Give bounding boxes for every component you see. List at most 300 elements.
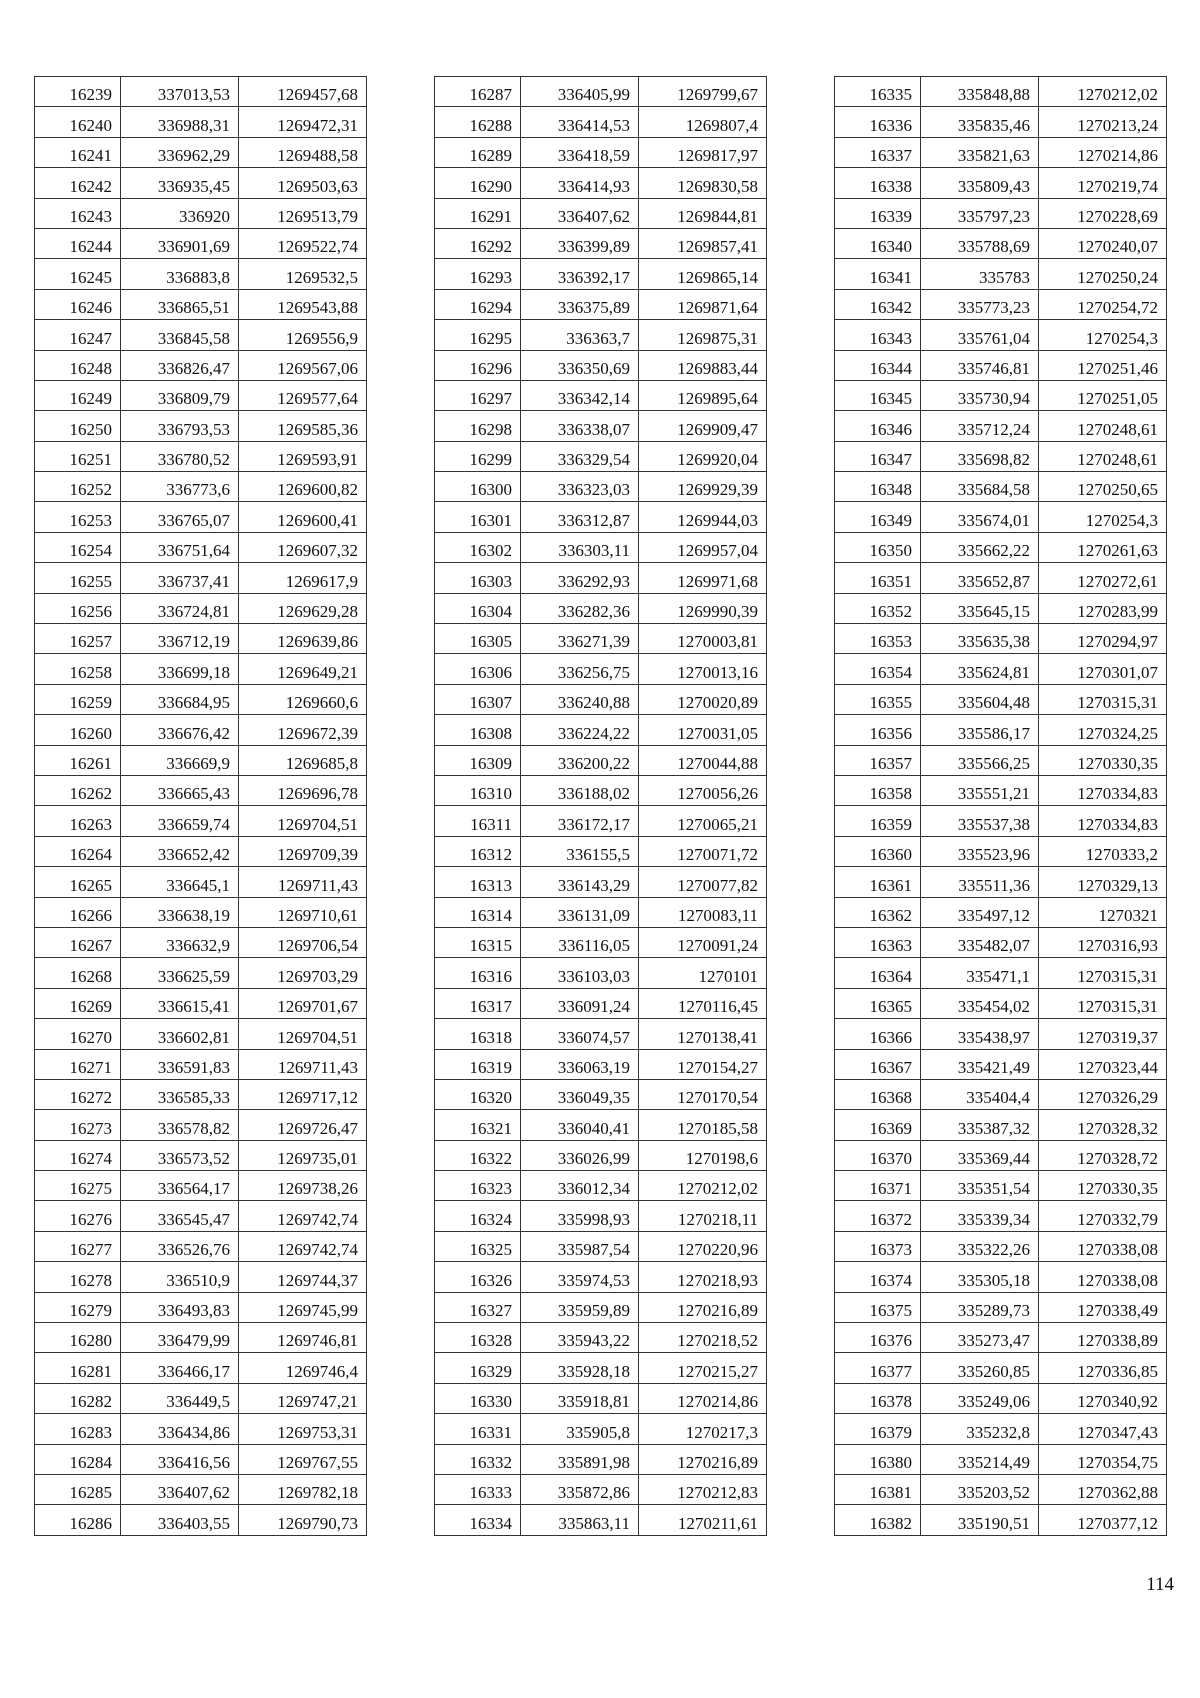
table-row <box>435 958 767 988</box>
x-coordinate-cell: 336712,19 <box>121 624 239 654</box>
y-coordinate-cell: 1270315,31 <box>1039 684 1167 714</box>
y-coordinate-cell: 1269929,39 <box>639 472 767 502</box>
table-row <box>835 1140 1167 1170</box>
x-coordinate-cell: 335305,18 <box>921 1262 1039 1292</box>
x-coordinate-cell: 335497,12 <box>921 897 1039 927</box>
point-id-cell: 16271 <box>35 1049 121 1079</box>
table-row <box>435 1353 767 1383</box>
point-id-cell: 16267 <box>35 927 121 957</box>
point-id-cell: 16269 <box>35 988 121 1018</box>
y-coordinate-cell: 1270211,61 <box>639 1505 767 1535</box>
x-coordinate-cell: 335652,87 <box>921 563 1039 593</box>
table-row <box>435 563 767 593</box>
y-coordinate-cell: 1269738,26 <box>239 1171 367 1201</box>
table-row <box>835 593 1167 623</box>
point-id-cell: 16243 <box>35 198 121 228</box>
coordinate-table <box>434 76 767 1536</box>
x-coordinate-cell: 337013,53 <box>121 77 239 107</box>
x-coordinate-cell: 336751,64 <box>121 532 239 562</box>
x-coordinate-cell: 336585,33 <box>121 1079 239 1109</box>
table-row <box>435 77 767 107</box>
table-row <box>35 1171 367 1201</box>
point-id-cell: 16310 <box>435 775 521 805</box>
y-coordinate-cell: 1269585,36 <box>239 411 367 441</box>
table-row <box>35 137 367 167</box>
point-id-cell: 16322 <box>435 1140 521 1170</box>
x-coordinate-cell: 336312,87 <box>521 502 639 532</box>
x-coordinate-cell: 335674,01 <box>921 502 1039 532</box>
point-id-cell: 16282 <box>35 1383 121 1413</box>
point-id-cell: 16263 <box>35 806 121 836</box>
y-coordinate-cell: 1270044,88 <box>639 745 767 775</box>
point-id-cell: 16309 <box>435 745 521 775</box>
table-row <box>35 1444 367 1474</box>
x-coordinate-cell: 336407,62 <box>521 198 639 228</box>
y-coordinate-cell: 1269957,04 <box>639 532 767 562</box>
table-row <box>835 1231 1167 1261</box>
y-coordinate-cell: 1270362,88 <box>1039 1474 1167 1504</box>
point-id-cell: 16358 <box>835 775 921 805</box>
point-id-cell: 16285 <box>35 1474 121 1504</box>
y-coordinate-cell: 1270254,72 <box>1039 289 1167 319</box>
table-row <box>35 593 367 623</box>
point-id-cell: 16302 <box>435 532 521 562</box>
x-coordinate-cell: 335369,44 <box>921 1140 1039 1170</box>
table-row <box>435 320 767 350</box>
table-row <box>835 775 1167 805</box>
point-id-cell: 16354 <box>835 654 921 684</box>
point-id-cell: 16313 <box>435 867 521 897</box>
point-id-cell: 16240 <box>35 107 121 137</box>
table-row <box>435 593 767 623</box>
y-coordinate-cell: 1270326,29 <box>1039 1079 1167 1109</box>
y-coordinate-cell: 1269577,64 <box>239 380 367 410</box>
point-id-cell: 16320 <box>435 1079 521 1109</box>
point-id-cell: 16326 <box>435 1262 521 1292</box>
y-coordinate-cell: 1270212,02 <box>639 1171 767 1201</box>
x-coordinate-cell: 336449,5 <box>121 1383 239 1413</box>
x-coordinate-cell: 336116,05 <box>521 927 639 957</box>
point-id-cell: 16341 <box>835 259 921 289</box>
point-id-cell: 16268 <box>35 958 121 988</box>
y-coordinate-cell: 1270336,85 <box>1039 1353 1167 1383</box>
x-coordinate-cell: 335586,17 <box>921 715 1039 745</box>
x-coordinate-cell: 335928,18 <box>521 1353 639 1383</box>
point-id-cell: 16276 <box>35 1201 121 1231</box>
table-row <box>35 563 367 593</box>
y-coordinate-cell: 1270330,35 <box>1039 1171 1167 1201</box>
y-coordinate-cell: 1270091,24 <box>639 927 767 957</box>
point-id-cell: 16337 <box>835 137 921 167</box>
y-coordinate-cell: 1269799,67 <box>639 77 767 107</box>
y-coordinate-cell: 1270031,05 <box>639 715 767 745</box>
point-id-cell: 16350 <box>835 532 921 562</box>
table-row <box>835 380 1167 410</box>
x-coordinate-cell: 335339,34 <box>921 1201 1039 1231</box>
table-row <box>835 927 1167 957</box>
point-id-cell: 16298 <box>435 411 521 441</box>
table-row <box>35 289 367 319</box>
point-id-cell: 16363 <box>835 927 921 957</box>
y-coordinate-cell: 1269747,21 <box>239 1383 367 1413</box>
point-id-cell: 16244 <box>35 228 121 258</box>
x-coordinate-cell: 336342,14 <box>521 380 639 410</box>
x-coordinate-cell: 336466,17 <box>121 1353 239 1383</box>
y-coordinate-cell: 1269817,97 <box>639 137 767 167</box>
y-coordinate-cell: 1270321 <box>1039 897 1167 927</box>
y-coordinate-cell: 1270065,21 <box>639 806 767 836</box>
x-coordinate-cell: 336591,83 <box>121 1049 239 1079</box>
y-coordinate-cell: 1269753,31 <box>239 1414 367 1444</box>
point-id-cell: 16266 <box>35 897 121 927</box>
point-id-cell: 16259 <box>35 684 121 714</box>
table-row <box>835 1201 1167 1231</box>
x-coordinate-cell: 336883,8 <box>121 259 239 289</box>
table-row <box>835 1505 1167 1535</box>
table-row <box>835 715 1167 745</box>
y-coordinate-cell: 1269909,47 <box>639 411 767 441</box>
x-coordinate-cell: 336773,6 <box>121 472 239 502</box>
table-row <box>835 1110 1167 1140</box>
table-row <box>35 1140 367 1170</box>
x-coordinate-cell: 336375,89 <box>521 289 639 319</box>
y-coordinate-cell: 1269696,78 <box>239 775 367 805</box>
y-coordinate-cell: 1270219,74 <box>1039 168 1167 198</box>
coordinate-table-2 <box>434 76 767 1536</box>
table-row <box>35 1292 367 1322</box>
y-coordinate-cell: 1269990,39 <box>639 593 767 623</box>
x-coordinate-cell: 335835,46 <box>921 107 1039 137</box>
table-row <box>435 775 767 805</box>
y-coordinate-cell: 1269660,6 <box>239 684 367 714</box>
y-coordinate-cell: 1269971,68 <box>639 563 767 593</box>
x-coordinate-cell: 336188,02 <box>521 775 639 805</box>
point-id-cell: 16343 <box>835 320 921 350</box>
y-coordinate-cell: 1270301,07 <box>1039 654 1167 684</box>
table-row <box>835 563 1167 593</box>
y-coordinate-cell: 1269629,28 <box>239 593 367 623</box>
table-row <box>435 1292 767 1322</box>
table-row <box>435 1505 767 1535</box>
table-row <box>435 441 767 471</box>
table-row <box>435 927 767 957</box>
point-id-cell: 16265 <box>35 867 121 897</box>
table-row <box>435 836 767 866</box>
x-coordinate-cell: 336063,19 <box>521 1049 639 1079</box>
table-row <box>435 1079 767 1109</box>
x-coordinate-cell: 335249,06 <box>921 1383 1039 1413</box>
point-id-cell: 16356 <box>835 715 921 745</box>
table-row <box>35 806 367 836</box>
point-id-cell: 16352 <box>835 593 921 623</box>
point-id-cell: 16252 <box>35 472 121 502</box>
point-id-cell: 16300 <box>435 472 521 502</box>
x-coordinate-cell: 335635,38 <box>921 624 1039 654</box>
y-coordinate-cell: 1269944,03 <box>639 502 767 532</box>
x-coordinate-cell: 336434,86 <box>121 1414 239 1444</box>
point-id-cell: 16307 <box>435 684 521 714</box>
table-row <box>435 1049 767 1079</box>
point-id-cell: 16360 <box>835 836 921 866</box>
y-coordinate-cell: 1270071,72 <box>639 836 767 866</box>
table-row <box>835 1262 1167 1292</box>
y-coordinate-cell: 1269871,64 <box>639 289 767 319</box>
y-coordinate-cell: 1270185,58 <box>639 1110 767 1140</box>
x-coordinate-cell: 335351,54 <box>921 1171 1039 1201</box>
table-row <box>835 198 1167 228</box>
x-coordinate-cell: 335604,48 <box>921 684 1039 714</box>
point-id-cell: 16257 <box>35 624 121 654</box>
y-coordinate-cell: 1269895,64 <box>639 380 767 410</box>
table-row <box>35 350 367 380</box>
point-id-cell: 16264 <box>35 836 121 866</box>
table-row <box>435 259 767 289</box>
y-coordinate-cell: 1270077,82 <box>639 867 767 897</box>
point-id-cell: 16333 <box>435 1474 521 1504</box>
y-coordinate-cell: 1269685,8 <box>239 745 367 775</box>
point-id-cell: 16261 <box>35 745 121 775</box>
table-row <box>835 897 1167 927</box>
x-coordinate-cell: 336935,45 <box>121 168 239 198</box>
y-coordinate-cell: 1269532,5 <box>239 259 367 289</box>
x-coordinate-cell: 336131,09 <box>521 897 639 927</box>
x-coordinate-cell: 336403,55 <box>121 1505 239 1535</box>
table-row <box>435 1474 767 1504</box>
table-row <box>35 441 367 471</box>
x-coordinate-cell: 336920 <box>121 198 239 228</box>
y-coordinate-cell: 1270218,93 <box>639 1262 767 1292</box>
table-row <box>35 1110 367 1140</box>
x-coordinate-cell: 335662,22 <box>921 532 1039 562</box>
x-coordinate-cell: 336103,03 <box>521 958 639 988</box>
x-coordinate-cell: 336091,24 <box>521 988 639 1018</box>
table-row <box>835 1049 1167 1079</box>
table-row <box>435 867 767 897</box>
point-id-cell: 16239 <box>35 77 121 107</box>
y-coordinate-cell: 1269883,44 <box>639 350 767 380</box>
table-row <box>835 1323 1167 1353</box>
point-id-cell: 16250 <box>35 411 121 441</box>
point-id-cell: 16334 <box>435 1505 521 1535</box>
point-id-cell: 16319 <box>435 1049 521 1079</box>
point-id-cell: 16376 <box>835 1323 921 1353</box>
y-coordinate-cell: 1269513,79 <box>239 198 367 228</box>
x-coordinate-cell: 336676,42 <box>121 715 239 745</box>
table-row <box>35 1353 367 1383</box>
y-coordinate-cell: 1270329,13 <box>1039 867 1167 897</box>
point-id-cell: 16273 <box>35 1110 121 1140</box>
point-id-cell: 16245 <box>35 259 121 289</box>
point-id-cell: 16374 <box>835 1262 921 1292</box>
x-coordinate-cell: 335523,96 <box>921 836 1039 866</box>
y-coordinate-cell: 1270294,97 <box>1039 624 1167 654</box>
y-coordinate-cell: 1270216,89 <box>639 1444 767 1474</box>
table-row <box>35 1505 367 1535</box>
x-coordinate-cell: 336418,59 <box>521 137 639 167</box>
table-row <box>35 380 367 410</box>
table-row <box>35 1079 367 1109</box>
point-id-cell: 16342 <box>835 289 921 319</box>
y-coordinate-cell: 1269830,58 <box>639 168 767 198</box>
x-coordinate-cell: 336049,35 <box>521 1079 639 1109</box>
y-coordinate-cell: 1270316,93 <box>1039 927 1167 957</box>
y-coordinate-cell: 1270250,24 <box>1039 259 1167 289</box>
point-id-cell: 16255 <box>35 563 121 593</box>
point-id-cell: 16248 <box>35 350 121 380</box>
x-coordinate-cell: 336414,93 <box>521 168 639 198</box>
x-coordinate-cell: 335943,22 <box>521 1323 639 1353</box>
x-coordinate-cell: 336392,17 <box>521 259 639 289</box>
table-row <box>435 1444 767 1474</box>
point-id-cell: 16249 <box>35 380 121 410</box>
point-id-cell: 16378 <box>835 1383 921 1413</box>
x-coordinate-cell: 335482,07 <box>921 927 1039 957</box>
point-id-cell: 16351 <box>835 563 921 593</box>
table-row <box>435 1110 767 1140</box>
x-coordinate-cell: 335712,24 <box>921 411 1039 441</box>
x-coordinate-cell: 336865,51 <box>121 289 239 319</box>
x-coordinate-cell: 335809,43 <box>921 168 1039 198</box>
point-id-cell: 16278 <box>35 1262 121 1292</box>
y-coordinate-cell: 1270328,32 <box>1039 1110 1167 1140</box>
point-id-cell: 16299 <box>435 441 521 471</box>
point-id-cell: 16365 <box>835 988 921 1018</box>
table-row <box>435 745 767 775</box>
point-id-cell: 16375 <box>835 1292 921 1322</box>
table-row <box>835 1292 1167 1322</box>
x-coordinate-cell: 336988,31 <box>121 107 239 137</box>
y-coordinate-cell: 1270319,37 <box>1039 1019 1167 1049</box>
point-id-cell: 16339 <box>835 198 921 228</box>
x-coordinate-cell: 335645,15 <box>921 593 1039 623</box>
y-coordinate-cell: 1269701,67 <box>239 988 367 1018</box>
table-row <box>35 897 367 927</box>
point-id-cell: 16275 <box>35 1171 121 1201</box>
point-id-cell: 16340 <box>835 228 921 258</box>
point-id-cell: 16325 <box>435 1231 521 1261</box>
x-coordinate-cell: 336737,41 <box>121 563 239 593</box>
x-coordinate-cell: 336329,54 <box>521 441 639 471</box>
x-coordinate-cell: 335905,8 <box>521 1414 639 1444</box>
table-row <box>435 988 767 1018</box>
x-coordinate-cell: 336414,53 <box>521 107 639 137</box>
table-row <box>835 1444 1167 1474</box>
x-coordinate-cell: 335863,11 <box>521 1505 639 1535</box>
y-coordinate-cell: 1270340,92 <box>1039 1383 1167 1413</box>
point-id-cell: 16292 <box>435 228 521 258</box>
point-id-cell: 16260 <box>35 715 121 745</box>
table-row <box>35 775 367 805</box>
table-row <box>35 198 367 228</box>
table-row <box>835 532 1167 562</box>
x-coordinate-cell: 336416,56 <box>121 1444 239 1474</box>
point-id-cell: 16281 <box>35 1353 121 1383</box>
point-id-cell: 16291 <box>435 198 521 228</box>
point-id-cell: 16251 <box>35 441 121 471</box>
table-row <box>35 472 367 502</box>
y-coordinate-cell: 1269556,9 <box>239 320 367 350</box>
x-coordinate-cell: 335730,94 <box>921 380 1039 410</box>
y-coordinate-cell: 1270328,72 <box>1039 1140 1167 1170</box>
point-id-cell: 16324 <box>435 1201 521 1231</box>
x-coordinate-cell: 336407,62 <box>121 1474 239 1504</box>
y-coordinate-cell: 1270020,89 <box>639 684 767 714</box>
point-id-cell: 16335 <box>835 77 921 107</box>
y-coordinate-cell: 1269649,21 <box>239 654 367 684</box>
x-coordinate-cell: 335788,69 <box>921 228 1039 258</box>
x-coordinate-cell: 335891,98 <box>521 1444 639 1474</box>
point-id-cell: 16270 <box>35 1019 121 1049</box>
table-row <box>835 1383 1167 1413</box>
y-coordinate-cell: 1270251,46 <box>1039 350 1167 380</box>
x-coordinate-cell: 336659,74 <box>121 806 239 836</box>
table-row <box>35 77 367 107</box>
y-coordinate-cell: 1270217,3 <box>639 1414 767 1444</box>
point-id-cell: 16305 <box>435 624 521 654</box>
y-coordinate-cell: 1270215,27 <box>639 1353 767 1383</box>
x-coordinate-cell: 336405,99 <box>521 77 639 107</box>
y-coordinate-cell: 1270334,83 <box>1039 775 1167 805</box>
table-row <box>35 1019 367 1049</box>
x-coordinate-cell: 335214,49 <box>921 1444 1039 1474</box>
x-coordinate-cell: 336564,17 <box>121 1171 239 1201</box>
y-coordinate-cell: 1270154,27 <box>639 1049 767 1079</box>
point-id-cell: 16372 <box>835 1201 921 1231</box>
table-row <box>35 320 367 350</box>
y-coordinate-cell: 1270003,81 <box>639 624 767 654</box>
y-coordinate-cell: 1270083,11 <box>639 897 767 927</box>
x-coordinate-cell: 335624,81 <box>921 654 1039 684</box>
coordinate-table <box>834 76 1167 1536</box>
y-coordinate-cell: 1270324,25 <box>1039 715 1167 745</box>
point-id-cell: 16277 <box>35 1231 121 1261</box>
page-number: 114 <box>1146 1574 1174 1595</box>
table-row <box>35 411 367 441</box>
table-row <box>35 1414 367 1444</box>
coordinate-table-3 <box>834 76 1167 1536</box>
y-coordinate-cell: 1270347,43 <box>1039 1414 1167 1444</box>
y-coordinate-cell: 1269703,29 <box>239 958 367 988</box>
y-coordinate-cell: 1270377,12 <box>1039 1505 1167 1535</box>
table-row <box>835 1019 1167 1049</box>
table-row <box>435 1201 767 1231</box>
y-coordinate-cell: 1269742,74 <box>239 1201 367 1231</box>
table-row <box>435 1383 767 1413</box>
table-row <box>435 411 767 441</box>
point-id-cell: 16381 <box>835 1474 921 1504</box>
y-coordinate-cell: 1269488,58 <box>239 137 367 167</box>
x-coordinate-cell: 336323,03 <box>521 472 639 502</box>
point-id-cell: 16344 <box>835 350 921 380</box>
y-coordinate-cell: 1270315,31 <box>1039 958 1167 988</box>
table-row <box>35 1049 367 1079</box>
y-coordinate-cell: 1269920,04 <box>639 441 767 471</box>
table-row <box>35 502 367 532</box>
point-id-cell: 16332 <box>435 1444 521 1474</box>
table-row <box>835 259 1167 289</box>
x-coordinate-cell: 336765,07 <box>121 502 239 532</box>
y-coordinate-cell: 1269735,01 <box>239 1140 367 1170</box>
x-coordinate-cell: 336256,75 <box>521 654 639 684</box>
point-id-cell: 16380 <box>835 1444 921 1474</box>
point-id-cell: 16369 <box>835 1110 921 1140</box>
table-row <box>835 958 1167 988</box>
table-row <box>435 1140 767 1170</box>
x-coordinate-cell: 335773,23 <box>921 289 1039 319</box>
x-coordinate-cell: 335232,8 <box>921 1414 1039 1444</box>
table-row <box>35 1262 367 1292</box>
table-row <box>35 259 367 289</box>
